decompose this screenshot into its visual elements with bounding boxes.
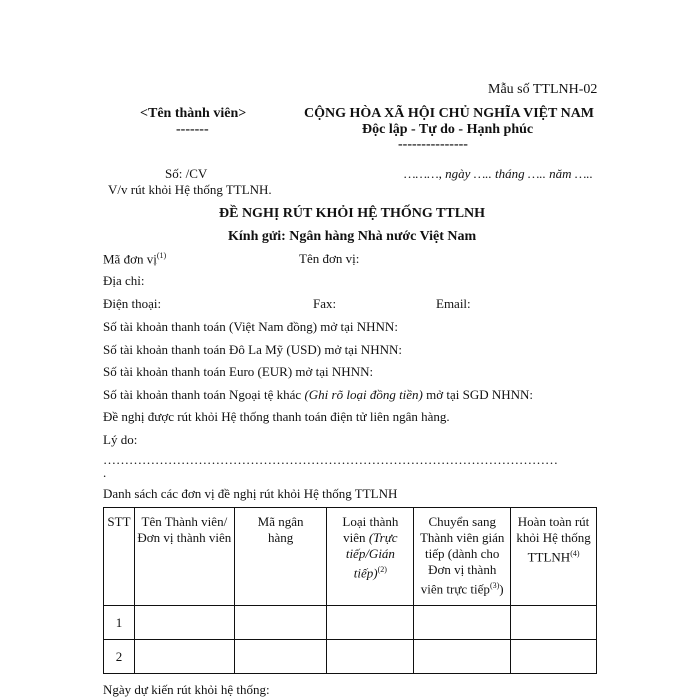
col-header-transfer-b: Thành viên gián (419, 530, 505, 545)
date-line: ………, ngày ….. tháng ….. năm ….. (404, 166, 593, 181)
col-header-full-a: Hoàn toàn rút (517, 514, 590, 529)
unit-name-label: Tên đơn vị: (299, 251, 360, 266)
reason-label: Lý do: (103, 432, 138, 447)
request-text: Đề nghị được rút khỏi Hệ thống thanh toán điện tử liên ngân hàng. (103, 409, 450, 424)
reason-dotted-line: …………………………………………………………………………………………… (103, 452, 558, 467)
motto: Độc lập - Tự do - Hạnh phúc (362, 122, 534, 137)
col-header-transfer-e: viên trực tiếp (420, 581, 490, 597)
reason-dot-end: . (103, 465, 107, 480)
col-header-type-note: (2) (377, 565, 387, 574)
unit-code-note: (1) (156, 251, 167, 260)
col-header-bank-code-a: Mã ngân (257, 514, 304, 529)
form-code: Mẫu số TTLNH-02 (488, 82, 598, 97)
document-title: ĐỀ NGHỊ RÚT KHỎI HỆ THỐNG TTLNH (219, 206, 486, 221)
col-header-full-c: TTLNH (527, 549, 571, 565)
col-header-type-e: tiếp) (353, 565, 378, 581)
row-cell (327, 640, 414, 674)
col-header-stt-text: STT (107, 514, 131, 529)
account-other-italic: (Ghi rõ loại đồng tiền) (304, 387, 423, 402)
row-cell (511, 640, 597, 674)
account-other-pre: Số tài khoản thanh toán Ngoại tệ khác (103, 387, 305, 402)
row-cell (511, 606, 597, 640)
unit-code-text: Mã đơn vị (103, 251, 157, 267)
account-eur-label: Số tài khoản thanh toán Euro (EUR) mở tại NHNN: (103, 364, 374, 379)
account-other-label (103, 387, 533, 403)
table-header-row (104, 508, 597, 606)
unit-code-label (103, 251, 166, 267)
col-header-member-b: Đơn vị thành viên (137, 530, 232, 545)
col-header-transfer-a: Chuyển sang (428, 514, 496, 529)
doc-number: Số: /CV (165, 166, 208, 181)
row-cell (414, 640, 511, 674)
col-header-member-a: Tên Thành viên/ (141, 514, 228, 529)
row-cell (134, 640, 234, 674)
table-row (104, 640, 597, 674)
email-label: Email: (436, 296, 471, 311)
col-header-bank-code-b: hàng (267, 530, 294, 545)
expected-date-label: Ngày dự kiến rút khỏi hệ thống: (103, 682, 270, 697)
col-header-type-c: (Trực (368, 530, 398, 545)
col-header-type-d: tiếp/Gián (345, 546, 395, 561)
col-header-member (134, 508, 234, 606)
col-header-full-withdraw (511, 508, 597, 606)
list-title: Danh sách các đơn vị đề nghị rút khỏi Hệ thống TTLNH (103, 486, 398, 501)
subject-line: V/v rút khỏi Hệ thống TTLNH. (108, 182, 272, 197)
account-usd-label: Số tài khoản thanh toán Đô La Mỹ (USD) mở tại NHNN: (103, 342, 402, 357)
col-header-transfer-d: Đơn vị thành (428, 562, 497, 577)
col-header-type-a: Loại thành (342, 514, 399, 529)
col-header-transfer (414, 508, 511, 606)
col-header-transfer-note: (3) (489, 581, 500, 590)
col-header-transfer-close: ) (499, 581, 504, 597)
account-vnd-label: Số tài khoản thanh toán (Việt Nam đồng) mở tại NHNN: (103, 319, 398, 334)
col-header-full-note: (4) (570, 549, 580, 558)
row-cell (134, 606, 234, 640)
col-header-type-b: viên (343, 530, 369, 545)
col-header-transfer-c: tiếp (dành cho (425, 546, 500, 561)
row-cell (234, 640, 327, 674)
account-other-post: mở tại SGD NHNN: (422, 387, 534, 402)
address-label: Địa chỉ: (103, 273, 145, 288)
col-header-bank-code (234, 508, 327, 606)
row-stt: 1 (104, 606, 135, 640)
table-row (104, 606, 597, 640)
col-header-member-type (327, 508, 414, 606)
fax-label: Fax: (313, 296, 337, 311)
country-title: CỘNG HÒA XÃ HỘI CHỦ NGHĨA VIỆT NAM (304, 106, 595, 121)
row-stt: 2 (104, 640, 135, 674)
col-header-stt (104, 508, 135, 606)
phone-label: Điện thoại: (103, 296, 162, 311)
row-cell (234, 606, 327, 640)
member-name-placeholder: <Tên thành viên> (140, 106, 247, 121)
member-underline: ------- (176, 122, 209, 137)
withdrawal-units-table (103, 507, 597, 674)
col-header-full-b: khỏi Hệ thống (516, 530, 591, 545)
row-cell (327, 606, 414, 640)
recipient: Kính gửi: Ngân hàng Nhà nước Việt Nam (228, 229, 477, 244)
row-cell (414, 606, 511, 640)
motto-underline: --------------- (398, 137, 468, 152)
